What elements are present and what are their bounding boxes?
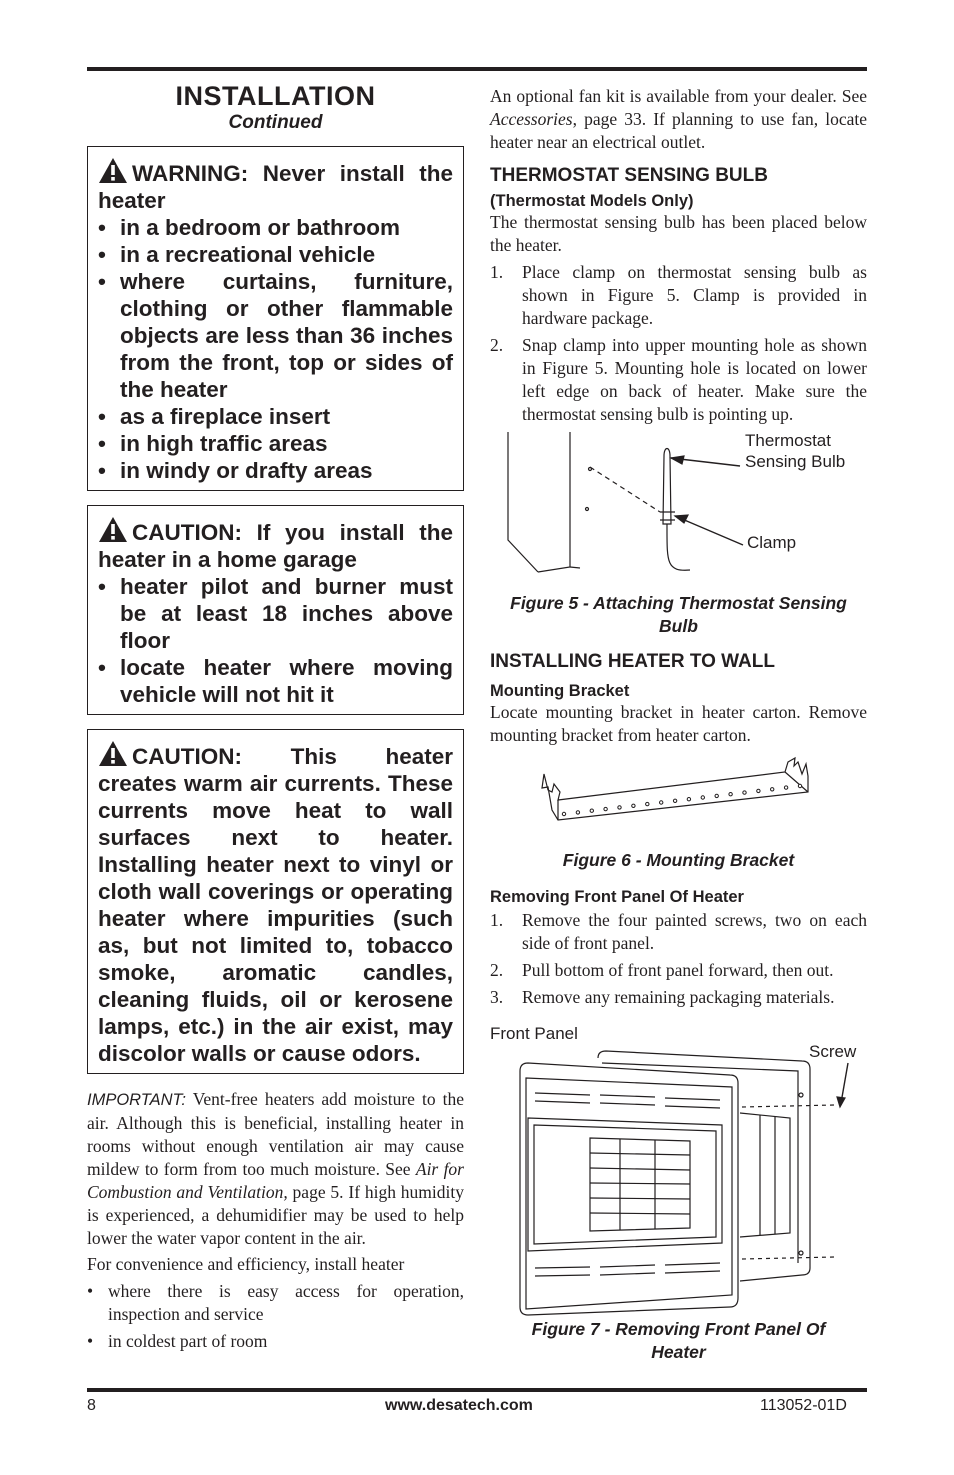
warning-lead: WARNING: Never install the heater xyxy=(98,161,453,213)
heater-front-panel-illustration xyxy=(490,1023,867,1323)
bracket-hole xyxy=(784,786,787,789)
convenience-list xyxy=(87,1280,464,1353)
bracket-hole xyxy=(673,799,676,802)
figure-5-caption: Figure 5 - Attaching Thermostat Sensing Bulb xyxy=(510,593,847,636)
fan-kit-text-end: , page 33. If planning to use fan, locate heater near an electrical outlet. xyxy=(490,109,867,152)
wall-heading: INSTALLING HEATER TO WALL xyxy=(490,651,775,672)
thermostat-intro: The thermostat sensing bulb has been placed below the heater. xyxy=(490,212,867,255)
bottom-rule xyxy=(87,1388,867,1392)
warning-list xyxy=(98,214,453,484)
page-number: 8 xyxy=(87,1397,96,1414)
left-column xyxy=(87,80,464,1357)
bracket-hole xyxy=(701,796,704,799)
step-number: 1. xyxy=(490,910,504,930)
bracket-hole xyxy=(743,791,746,794)
warning-box xyxy=(87,146,464,491)
step-number: 1. xyxy=(490,262,504,282)
bracket-hole xyxy=(771,788,774,791)
step-text: Remove any remaining packaging materials. xyxy=(522,987,835,1007)
figure-7 xyxy=(490,1023,867,1323)
bracket-text: Locate mounting bracket in heater carton. Remove mounting bracket from heater carton. xyxy=(490,702,867,745)
step-number: 2. xyxy=(490,335,504,355)
bracket-hole xyxy=(687,798,690,801)
bracket-hole xyxy=(715,794,718,797)
section-subtitle: Continued xyxy=(228,112,323,133)
step-item xyxy=(490,959,867,982)
bracket-hole xyxy=(646,802,649,805)
important-paragraph xyxy=(87,1088,464,1250)
figure-6-caption: Figure 6 - Mounting Bracket xyxy=(562,850,795,870)
step-number: 2. xyxy=(490,960,504,980)
caution-triangle-icon xyxy=(98,516,128,543)
bracket-heading: Mounting Bracket xyxy=(490,682,630,700)
clamp-label: Clamp xyxy=(747,533,797,552)
right-column xyxy=(490,85,867,1364)
step-item xyxy=(490,909,867,955)
thermostat-heading: THERMOSTAT SENSING BULB xyxy=(490,165,768,186)
figure-6 xyxy=(490,752,867,852)
thermostat-bulb-label: Thermostat Sensing Bulb xyxy=(745,431,846,471)
step-item xyxy=(490,334,867,426)
important-text-end: page 5. If high humidity is experienced, a dehumidifier may be used to help lower the water vapor content in the air. xyxy=(87,1182,464,1248)
bracket-hole xyxy=(660,801,663,804)
caution-air-text: CAUTION: This heater creates warm air currents. These currents move heat to wall surfaces next to heater. Installing heater next to vinyl or cloth wall coverings or operating heater where impurities (such as, but not limited to, tobacco smoke, aromatic candles, cleaning fluids, oil or kerosene lamps, etc.) in the air exist, may discolor walls or cause odors. xyxy=(98,744,453,1066)
front-panel-label: Front Panel xyxy=(490,1024,578,1043)
important-reference: Air for Combustion and Ventilation, xyxy=(87,1159,464,1202)
warning-triangle-icon xyxy=(98,157,128,184)
top-rule xyxy=(87,67,867,71)
caution-triangle-icon xyxy=(98,740,128,767)
convenience-intro: For convenience and efficiency, install heater xyxy=(87,1254,405,1274)
thermostat-steps xyxy=(490,261,867,426)
list-item: • in a bedroom or bathroom xyxy=(98,214,453,241)
step-text: Pull bottom of front panel forward, then out. xyxy=(522,960,834,980)
document-number: 113052-01D xyxy=(760,1397,847,1414)
bracket-hole xyxy=(632,804,635,807)
important-text: Vent-free heaters add moisture to the air. Although this is beneficial, installing heater in rooms without enough ventilation air may cause mildew to form from too much moisture. See xyxy=(87,1089,464,1179)
caution-garage-lead: CAUTION: If you install the heater in a home garage xyxy=(98,520,453,572)
list-item: • in a recreational vehicle xyxy=(98,241,453,268)
fan-kit-text: An optional fan kit is available from your dealer. See xyxy=(490,86,867,106)
list-item: • where there is easy access for operation, inspection and service xyxy=(87,1280,464,1326)
caution-garage-list xyxy=(98,573,453,708)
bracket-hole xyxy=(576,811,579,814)
bracket-hole xyxy=(562,812,565,815)
front-panel-heading: Removing Front Panel Of Heater xyxy=(490,888,744,906)
step-text: Remove the four painted screws, two on each side of front panel. xyxy=(522,910,867,953)
bracket-hole xyxy=(590,809,593,812)
screw-label: Screw xyxy=(809,1042,857,1061)
step-number: 3. xyxy=(490,987,504,1007)
list-item: • heater pilot and burner must be at least 18 inches above floor xyxy=(98,573,453,654)
list-item: • locate heater where moving vehicle will not hit it xyxy=(98,654,453,708)
step-item xyxy=(490,261,867,330)
list-item: • where curtains, furniture, clothing or other flammable objects are less than 36 inches from the front, top or sides of the heater xyxy=(98,268,453,403)
mounting-bracket-illustration xyxy=(490,752,867,852)
website-link[interactable]: www.desatech.com xyxy=(385,1397,533,1414)
step-text: Place clamp on thermostat sensing bulb as shown in Figure 5. Clamp is provided in hardware package. xyxy=(522,262,867,328)
fan-kit-paragraph xyxy=(490,85,867,154)
figure-5 xyxy=(490,432,867,592)
figure-7-caption: Figure 7 - Removing Front Panel Of Heater xyxy=(531,1319,826,1362)
fan-kit-reference: Accessories xyxy=(490,109,573,129)
bracket-hole xyxy=(729,793,732,796)
thermostat-subheading: (Thermostat Models Only) xyxy=(490,192,694,210)
caution-air-box xyxy=(87,729,464,1074)
list-item: • in windy or drafty areas xyxy=(98,457,453,484)
bracket-hole xyxy=(618,806,621,809)
front-panel-steps xyxy=(490,909,867,1009)
list-item: • as a fireplace insert xyxy=(98,403,453,430)
list-item: • in high traffic areas xyxy=(98,430,453,457)
important-label: IMPORTANT: xyxy=(87,1091,186,1109)
step-text: Snap clamp into upper mounting hole as shown in Figure 5. Mounting hole is located on lower left edge on back of heater. Make sure the thermostat sensing bulb is pointing up. xyxy=(522,335,867,424)
bracket-hole xyxy=(798,784,801,787)
list-item: • in coldest part of room xyxy=(87,1330,464,1353)
caution-garage-box xyxy=(87,505,464,715)
step-item xyxy=(490,986,867,1009)
bracket-hole xyxy=(604,807,607,810)
bracket-hole xyxy=(757,789,760,792)
section-title: INSTALLATION xyxy=(175,81,376,111)
